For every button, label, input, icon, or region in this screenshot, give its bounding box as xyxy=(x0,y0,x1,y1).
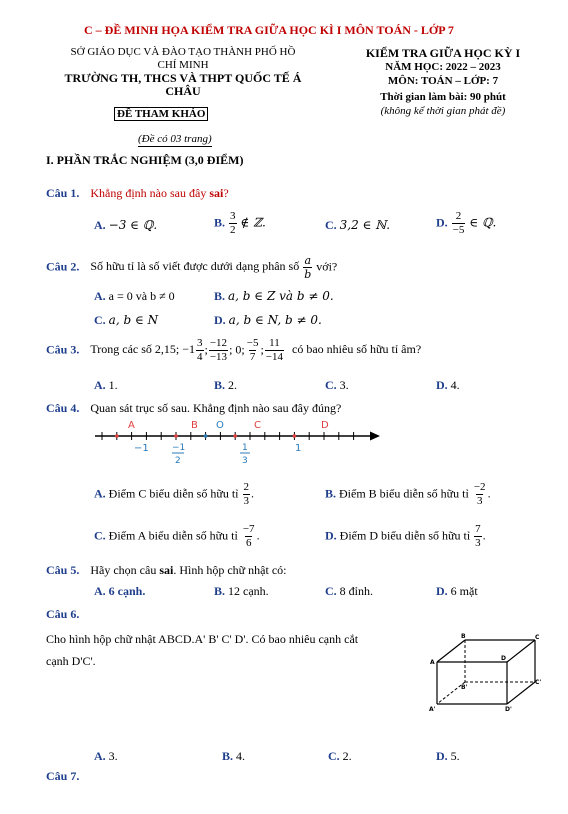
q5-option-c-letter: C. xyxy=(325,584,337,598)
point-b-label: B xyxy=(191,420,198,431)
q4-a-num: 2 xyxy=(243,481,249,493)
q3-option-c[interactable] xyxy=(325,378,349,393)
q3-option-b-letter: B. xyxy=(214,378,226,392)
page-count xyxy=(138,133,212,145)
question-1-text xyxy=(90,186,228,200)
q5-text-b: sai xyxy=(159,563,174,577)
department-name: SỞ GIÁO DỤC VÀ ĐÀO TẠO THÀNH PHỐ HỒ xyxy=(70,46,296,58)
q3-f2-den: −13 xyxy=(209,351,228,363)
axis-point-marker xyxy=(233,434,237,438)
q1-option-b-frac xyxy=(229,211,237,236)
q6-option-a-text: 3. xyxy=(108,749,118,763)
q2-option-b-letter: B. xyxy=(214,289,226,303)
q6-text-b: cạnh D'C'. xyxy=(46,654,96,668)
q6-option-d[interactable] xyxy=(436,749,460,764)
q3-option-c-letter: C. xyxy=(325,378,337,392)
q5-option-b-text: 12 cạnh. xyxy=(228,584,269,598)
q2-option-d-letter: D. xyxy=(214,313,226,327)
q1-option-d[interactable] xyxy=(436,211,496,236)
question-6-text xyxy=(46,632,358,647)
q3-option-d-letter: D. xyxy=(436,378,448,392)
q2-option-b[interactable] xyxy=(214,289,334,304)
q3-f4-num: 11 xyxy=(269,337,280,349)
right-header xyxy=(332,46,554,118)
point-d-label: D xyxy=(321,420,329,431)
axis-point-marker xyxy=(115,434,119,438)
q5-text-a: Hãy chọn câu xyxy=(90,563,160,577)
q3-f1-num: 3 xyxy=(197,337,203,349)
question-2-text: Số hữu tỉ là số viết được dưới dạng phân số xyxy=(90,259,300,274)
q4-option-b-text: Điểm B biểu diễn số hữu tỉ xyxy=(339,486,469,501)
axis-point-marker xyxy=(204,434,208,438)
question-2-label: Câu 2. xyxy=(46,259,80,274)
q4-option-c[interactable] xyxy=(94,524,260,549)
question-7-label: Câu 7. xyxy=(46,769,80,783)
q4-a-end: . xyxy=(251,486,254,501)
q6-option-b-text: 4. xyxy=(236,749,246,763)
department-city: CHÍ MINH xyxy=(157,59,209,71)
axis-point-marker xyxy=(293,434,297,438)
exam-time: Thời gian làm bài: 90 phút xyxy=(380,91,506,103)
q4-d-num: 7 xyxy=(475,523,481,535)
question-4-text: Quan sát trục số sau. Khẳng định nào sau đây đúng? xyxy=(90,401,342,415)
q5-option-a-text: 6 cạnh. xyxy=(108,584,146,598)
q3-f3-den: 7 xyxy=(249,351,256,363)
q4-option-b-frac xyxy=(473,482,487,507)
q4-option-b[interactable] xyxy=(325,482,491,507)
question-4-label: Câu 4. xyxy=(46,401,80,415)
document-title: C – ĐỀ MINH HỌA KIỂM TRA GIỮA HỌC KÌ I MÔN TOÁN - LỚP 7 xyxy=(84,23,454,37)
q1-option-c[interactable] xyxy=(325,218,390,233)
q1-option-b-letter: B. xyxy=(214,215,226,230)
q6-option-a-letter: A. xyxy=(94,749,106,763)
q5-option-a-letter: A. xyxy=(94,584,106,598)
q3-option-d[interactable] xyxy=(436,378,460,393)
q5-text-c: . Hình hộp chữ nhật có: xyxy=(173,563,287,577)
q4-option-a[interactable] xyxy=(94,482,254,507)
q3-f4-den: −14 xyxy=(265,351,284,363)
tick-label-minus-one: −1 xyxy=(134,443,149,454)
time-note: (không kể thời gian phát đề) xyxy=(380,105,506,117)
vertex-d-prime: D' xyxy=(505,706,512,713)
point-a-label: A xyxy=(128,420,135,431)
question-1-label: Câu 1. xyxy=(46,186,80,200)
q4-c-den: 6 xyxy=(245,537,252,549)
q6-option-d-letter: D. xyxy=(436,749,448,763)
q5-option-b[interactable] xyxy=(214,584,269,599)
tick-label-one: 1 xyxy=(295,443,302,454)
q1-d-den: −5 xyxy=(452,224,465,236)
q5-option-d-letter: D. xyxy=(436,584,448,598)
q3-option-d-text: 4. xyxy=(450,378,460,392)
question-4 xyxy=(46,401,341,416)
q4-option-a-text: Điểm C biểu diễn số hữu tỉ xyxy=(108,486,239,501)
q3-option-b-text: 2. xyxy=(228,378,238,392)
q3-option-a-letter: A. xyxy=(94,378,106,392)
q3-option-a[interactable] xyxy=(94,378,118,393)
q4-option-c-letter: C. xyxy=(94,528,106,543)
q3-frac-2 xyxy=(209,338,228,363)
vertex-b-prime: B' xyxy=(461,684,468,691)
q5-option-d[interactable] xyxy=(436,584,478,599)
q2-option-c-letter: C. xyxy=(94,313,106,327)
q1-option-b-after: ∉ ℤ. xyxy=(240,215,266,230)
q6-option-b[interactable] xyxy=(222,749,245,764)
q3-f2-num: −12 xyxy=(209,337,228,349)
q1-option-a-expr: −3 ∈ ℚ. xyxy=(108,218,158,232)
q4-c-num: −7 xyxy=(242,523,255,535)
q2-option-d-text: a, b ∈ N, b ≠ 0. xyxy=(228,313,322,327)
question-2 xyxy=(46,255,337,280)
q1-option-d-letter: D. xyxy=(436,215,448,230)
q4-option-d-letter: D. xyxy=(325,528,337,543)
q4-option-d-text: Điểm D biểu diễn số hữu tỉ xyxy=(339,528,471,543)
tick-label-minus-half-den: 2 xyxy=(175,456,181,466)
q1-option-b[interactable] xyxy=(214,211,266,236)
q2-option-c-text: a, b ∈ N xyxy=(108,313,159,327)
number-line xyxy=(90,418,390,470)
question-1 xyxy=(46,186,229,201)
q1-d-num: 2 xyxy=(455,210,462,222)
q1-option-a[interactable] xyxy=(94,218,157,233)
q1-option-d-frac xyxy=(452,211,466,236)
tick-label-third-num: 1 xyxy=(242,443,248,453)
q5-option-c-text: 8 đỉnh. xyxy=(339,584,374,598)
q5-option-c[interactable] xyxy=(325,584,373,599)
question-5-label: Câu 5. xyxy=(46,563,80,577)
q4-option-a-letter: A. xyxy=(94,486,106,501)
q1-b-den: 2 xyxy=(230,224,236,236)
question-3: Câu 3. Trong các số 2,15; −1 $\frac{3}{4}$ ; $\frac{-12}{-13}$ ; 0; $\frac{-5}{7}$ ; $\frac{11}{-14}$ có bao nhiêu số hữu tỉ âm? xyxy=(46,337,422,363)
q4-option-d[interactable] xyxy=(325,524,486,549)
axis-point-marker xyxy=(174,434,178,438)
axis-arrow xyxy=(370,432,380,441)
q2-den: b xyxy=(304,268,312,281)
question-5 xyxy=(46,563,287,578)
q1-text-b: sai xyxy=(209,186,224,200)
cuboid-figure xyxy=(425,632,545,714)
q3-frac-4 xyxy=(265,338,284,363)
q1-option-d-after: ∈ ℚ. xyxy=(469,215,497,230)
question-3-label: Câu 3. xyxy=(46,342,80,357)
vertex-c: C xyxy=(535,634,540,641)
q4-d-den: 3 xyxy=(475,537,481,549)
q5-option-a[interactable] xyxy=(94,584,145,599)
subject: MÔN: TOÁN – LỚP: 7 xyxy=(387,75,499,87)
q1-text-c: ? xyxy=(223,186,229,200)
q2-option-a[interactable] xyxy=(94,289,175,304)
question-2-text-b: với? xyxy=(316,259,338,274)
school-year: NĂM HỌC: 2022 – 2023 xyxy=(385,61,501,73)
q3-f3-num: −5 xyxy=(246,337,259,349)
q2-frac xyxy=(303,255,312,280)
q5-option-b-letter: B. xyxy=(214,584,226,598)
q4-d-end: . xyxy=(482,528,486,543)
q1-option-a-letter: A. xyxy=(94,218,106,232)
q3-f1-den: 4 xyxy=(197,351,203,363)
q3-option-a-text: 1. xyxy=(108,378,118,392)
q4-b-den: 3 xyxy=(476,495,483,507)
point-o-label: O xyxy=(216,420,224,431)
q2-option-a-letter: A. xyxy=(94,289,106,303)
q6-text-a: Cho hình hộp chữ nhật ABCD.A' B' C' D'. Có bao nhiêu cạnh cắt xyxy=(46,632,359,646)
q1-option-c-expr: 3,2 ∈ ℕ. xyxy=(339,218,391,232)
q6-option-b-letter: B. xyxy=(222,749,234,763)
q2-option-c[interactable] xyxy=(94,313,158,328)
school-name: TRƯỜNG TH, THCS VÀ THPT QUỐC TẾ Á xyxy=(64,71,302,85)
q6-option-d-text: 5. xyxy=(450,749,460,763)
q4-c-end: . xyxy=(256,528,260,543)
left-header xyxy=(48,46,318,98)
vertex-a: A xyxy=(430,659,435,666)
q2-option-a-text: a = 0 và b ≠ 0 xyxy=(108,289,175,303)
page-count-label: (Đề có 03 trang) xyxy=(138,133,212,145)
q6-option-c[interactable] xyxy=(328,749,352,764)
vertex-d: D xyxy=(501,655,506,662)
q2-option-d[interactable] xyxy=(214,313,322,328)
q4-option-b-letter: B. xyxy=(325,486,337,501)
question-6-text-2 xyxy=(46,654,96,669)
q6-option-a[interactable] xyxy=(94,749,118,764)
section-title: I. PHẦN TRẮC NGHIỆM (3,0 ĐIỂM) xyxy=(46,153,244,167)
q3-frac-3 xyxy=(246,338,260,363)
q1-text-a: Khẳng định nào sau đây xyxy=(90,186,210,200)
q6-option-c-letter: C. xyxy=(328,749,340,763)
reference-label: ĐỀ THAM KHẢO xyxy=(114,107,208,121)
question-3-text-a: Trong các số 2,15; −1 xyxy=(90,342,195,357)
q1-b-num: 3 xyxy=(230,210,236,222)
q3-option-c-text: 3. xyxy=(339,378,349,392)
vertex-c-prime: C' xyxy=(535,679,542,686)
reference-box xyxy=(114,108,208,120)
question-3-text-b: có bao nhiêu số hữu tỉ âm? xyxy=(292,342,422,357)
q3-mid: ; 0; xyxy=(229,342,245,357)
q4-b-end: . xyxy=(487,486,491,501)
q4-option-d-frac xyxy=(474,524,482,549)
q4-option-c-text: Điểm A biểu diễn số hữu tỉ xyxy=(108,528,238,543)
school-name-2: CHÂU xyxy=(165,84,201,98)
vertex-a-prime: A' xyxy=(429,706,436,713)
tick-label-minus-half-num: −1 xyxy=(172,443,186,453)
vertex-b: B xyxy=(461,633,466,640)
question-6-label: Câu 6. xyxy=(46,607,80,621)
tick-label-third-den: 3 xyxy=(242,456,248,466)
q5-option-d-text: 6 mặt xyxy=(450,584,478,598)
exam-name: KIỂM TRA GIỮA HỌC KỲ I xyxy=(365,46,521,60)
q2-option-b-text: a, b ∈ Z và b ≠ 0. xyxy=(228,289,334,303)
point-c-label: C xyxy=(254,420,261,431)
q4-a-den: 3 xyxy=(243,495,249,507)
q4-option-c-frac xyxy=(242,524,256,549)
q1-option-c-letter: C. xyxy=(325,218,337,232)
q2-num: a xyxy=(304,254,311,267)
q4-b-num: −2 xyxy=(473,481,486,493)
q3-frac-1 xyxy=(196,338,204,363)
q4-option-a-frac xyxy=(243,482,251,507)
q3-option-b[interactable] xyxy=(214,378,237,393)
q6-option-c-text: 2. xyxy=(342,749,352,763)
